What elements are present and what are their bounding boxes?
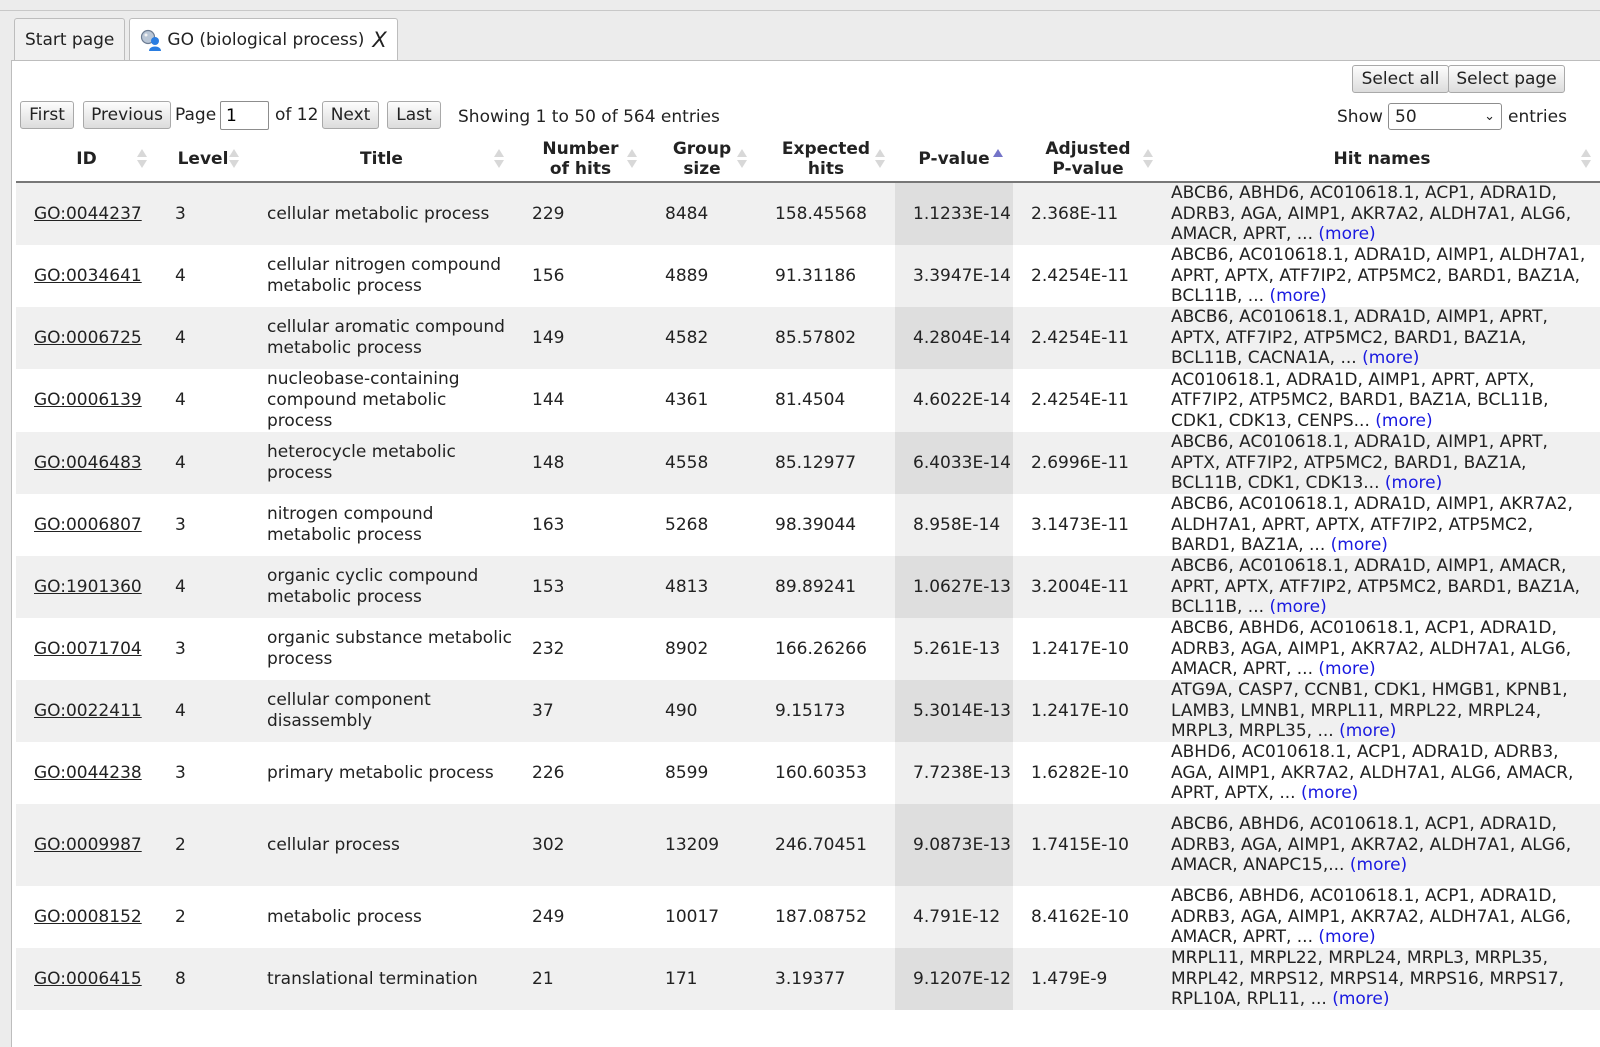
- table-row[interactable]: [16, 804, 1600, 886]
- header-label: Title: [360, 149, 403, 169]
- page-count-label: of 12: [275, 105, 319, 125]
- select-all-button[interactable]: Select all: [1352, 65, 1449, 93]
- id-cell: [16, 245, 157, 307]
- sort-ascending-icon: [993, 149, 1003, 171]
- title-cell: nucleobase-containing compound metabolic process: [249, 369, 514, 432]
- hit-names-text: ABCB6, ABHD6, AC010618.1, ACP1, ADRA1D, ADRB3, AGA, AIMP1, AKR7A2, ALDH7A1, ALG6, AMACR, APRT, ...: [1171, 618, 1572, 680]
- hit-names-cell: [1163, 307, 1600, 369]
- more-link[interactable]: (more): [1375, 410, 1433, 431]
- table-row[interactable]: [16, 369, 1600, 432]
- hit-names-text: ABCB6, ABHD6, AC010618.1, ACP1, ADRA1D, ADRB3, AGA, AIMP1, AKR7A2, ALDH7A1, ALG6, AMACR, ANAPC15,...: [1171, 814, 1572, 876]
- id-cell: [16, 369, 157, 432]
- more-link[interactable]: (more): [1339, 721, 1397, 742]
- table-row[interactable]: [16, 680, 1600, 742]
- id-cell: [16, 680, 157, 742]
- title-cell: translational termination: [249, 948, 514, 1010]
- more-link[interactable]: (more): [1318, 659, 1376, 680]
- group-size-cell: 4361: [647, 369, 757, 432]
- group-size-cell: 490: [647, 680, 757, 742]
- id-cell: [16, 948, 157, 1010]
- hit-names-text: ATG9A, CASP7, CCNB1, CDK1, HMGB1, KPNB1, LAMB3, LMNB1, MRPL11, MRPL22, MRPL24, MRPL3, MRPL35, ...: [1171, 680, 1568, 742]
- group-size-cell: 4582: [647, 307, 757, 369]
- title-cell: organic substance metabolic process: [249, 618, 514, 680]
- group-size-cell: 8599: [647, 742, 757, 804]
- p-value-cell: 1.1233E-14: [895, 182, 1013, 245]
- title-cell: cellular component disassembly: [249, 680, 514, 742]
- go-term-id-link[interactable]: GO:0008152: [34, 906, 142, 927]
- p-value-cell: 9.1207E-12: [895, 948, 1013, 1010]
- expected-hits-cell: 9.15173: [757, 680, 895, 742]
- id-cell: [16, 182, 157, 245]
- header-label-line2: of hits: [549, 159, 612, 179]
- group-size-cell: 4813: [647, 556, 757, 618]
- go-term-id-link[interactable]: GO:1901360: [34, 576, 142, 597]
- level-cell: 8: [157, 948, 249, 1010]
- header-label-line2: hits: [807, 159, 845, 179]
- more-link[interactable]: (more): [1269, 597, 1327, 618]
- column-header-hit-names[interactable]: [1163, 137, 1600, 182]
- p-value-cell: 1.0627E-13: [895, 556, 1013, 618]
- expected-hits-cell: 3.19377: [757, 948, 895, 1010]
- sort-icon: [1581, 149, 1591, 171]
- number-of-hits-cell: 21: [514, 948, 647, 1010]
- chevron-down-icon: ⌄: [1484, 109, 1495, 124]
- table-row[interactable]: [16, 886, 1600, 948]
- id-cell: [16, 432, 157, 494]
- hit-names-cell: [1163, 245, 1600, 307]
- hit-names-text: ABCB6, ABHD6, AC010618.1, ACP1, ADRA1D, ADRB3, AGA, AIMP1, AKR7A2, ALDH7A1, ALG6, AMACR, APRT, ...: [1171, 183, 1572, 245]
- number-of-hits-cell: 37: [514, 680, 647, 742]
- adjusted-p-value-cell: 2.4254E-11: [1013, 307, 1163, 369]
- p-value-cell: 4.6022E-14: [895, 369, 1013, 432]
- sort-icon: [494, 149, 504, 171]
- level-cell: 2: [157, 804, 249, 886]
- level-cell: 4: [157, 307, 249, 369]
- page-number-input[interactable]: [220, 101, 269, 130]
- expected-hits-cell: 81.4504: [757, 369, 895, 432]
- go-term-id-link[interactable]: GO:0044238: [34, 762, 142, 783]
- number-of-hits-cell: 163: [514, 494, 647, 556]
- show-label: Show: [1337, 107, 1383, 127]
- go-term-id-link[interactable]: GO:0006415: [34, 968, 142, 989]
- hit-names-cell: [1163, 182, 1600, 245]
- column-header-number-of-hits[interactable]: [514, 137, 647, 182]
- more-link[interactable]: (more): [1318, 927, 1376, 948]
- header-label: Level: [177, 149, 229, 169]
- expected-hits-cell: 98.39044: [757, 494, 895, 556]
- go-term-id-link[interactable]: GO:0034641: [34, 265, 142, 286]
- adjusted-p-value-cell: 1.6282E-10: [1013, 742, 1163, 804]
- adjusted-p-value-cell: 2.6996E-11: [1013, 432, 1163, 494]
- p-value-cell: 5.3014E-13: [895, 680, 1013, 742]
- header-label-line1: Expected: [781, 139, 871, 159]
- column-header-level[interactable]: [157, 137, 249, 182]
- level-cell: 3: [157, 494, 249, 556]
- go-term-id-link[interactable]: GO:0009987: [34, 834, 142, 855]
- previous-page-button[interactable]: Previous: [83, 101, 171, 129]
- p-value-cell: 3.3947E-14: [895, 245, 1013, 307]
- entries-info: Showing 1 to 50 of 564 entries: [458, 107, 720, 127]
- number-of-hits-cell: 229: [514, 182, 647, 245]
- entries-per-page-select[interactable]: [1388, 103, 1502, 130]
- last-page-button[interactable]: Last: [387, 101, 441, 129]
- expected-hits-cell: 85.12977: [757, 432, 895, 494]
- go-term-id-link[interactable]: GO:0006139: [34, 390, 142, 410]
- table-row[interactable]: [16, 182, 1600, 245]
- header-label: Hit names: [1333, 149, 1431, 169]
- frame-border: [0, 10, 1600, 11]
- id-cell: [16, 494, 157, 556]
- tab-label: Start page: [25, 29, 115, 50]
- title-cell: cellular nitrogen compound metabolic process: [249, 245, 514, 307]
- group-size-cell: 8902: [647, 618, 757, 680]
- group-size-cell: 5268: [647, 494, 757, 556]
- sort-icon: [627, 149, 637, 171]
- level-cell: 3: [157, 618, 249, 680]
- sort-icon: [737, 149, 747, 171]
- adjusted-p-value-cell: 1.2417E-10: [1013, 618, 1163, 680]
- go-term-id-link[interactable]: GO:0071704: [34, 638, 142, 659]
- adjusted-p-value-cell: 1.2417E-10: [1013, 680, 1163, 742]
- hit-names-text: ABCB6, AC010618.1, ADRA1D, AIMP1, APRT, APTX, ATF7IP2, ATP5MC2, BARD1, BAZ1A, BCL11B, CACNA1A, ...: [1171, 307, 1548, 369]
- p-value-cell: 9.0873E-13: [895, 804, 1013, 886]
- go-term-id-link[interactable]: GO:0022411: [34, 700, 142, 721]
- header-label: P-value: [918, 149, 990, 169]
- results-panel: [11, 60, 1600, 1047]
- table-body: [16, 182, 1600, 1010]
- expected-hits-cell: 158.45568: [757, 182, 895, 245]
- hit-names-cell: [1163, 680, 1600, 742]
- level-cell: 2: [157, 886, 249, 948]
- go-term-id-link[interactable]: GO:0006725: [34, 327, 142, 348]
- table-row[interactable]: [16, 618, 1600, 680]
- adjusted-p-value-cell: 8.4162E-10: [1013, 886, 1163, 948]
- group-size-cell: 8484: [647, 182, 757, 245]
- id-cell: [16, 804, 157, 886]
- hit-names-cell: [1163, 948, 1600, 1010]
- header-label-line2: P-value: [1052, 159, 1124, 179]
- group-size-cell: 10017: [647, 886, 757, 948]
- number-of-hits-cell: 153: [514, 556, 647, 618]
- number-of-hits-cell: 302: [514, 804, 647, 886]
- id-cell: [16, 618, 157, 680]
- level-cell: 4: [157, 432, 249, 494]
- table-row[interactable]: [16, 307, 1600, 369]
- adjusted-p-value-cell: 3.2004E-11: [1013, 556, 1163, 618]
- expected-hits-cell: 160.60353: [757, 742, 895, 804]
- title-cell: organic cyclic compound metabolic process: [249, 556, 514, 618]
- go-results-table: [16, 137, 1600, 1010]
- column-header-title[interactable]: [249, 137, 514, 182]
- p-value-cell: 5.261E-13: [895, 618, 1013, 680]
- title-cell: cellular metabolic process: [249, 182, 514, 245]
- group-size-cell: 4889: [647, 245, 757, 307]
- close-icon[interactable]: X: [372, 28, 387, 52]
- expected-hits-cell: 187.08752: [757, 886, 895, 948]
- table-row[interactable]: [16, 494, 1600, 556]
- hit-names-cell: [1163, 618, 1600, 680]
- adjusted-p-value-cell: 2.368E-11: [1013, 182, 1163, 245]
- number-of-hits-cell: 148: [514, 432, 647, 494]
- column-header-p-value[interactable]: [895, 137, 1013, 182]
- hit-names-cell: [1163, 742, 1600, 804]
- more-link[interactable]: (more): [1362, 348, 1420, 369]
- hit-names-cell: [1163, 886, 1600, 948]
- tab-start-page[interactable]: [14, 18, 125, 60]
- level-cell: 4: [157, 369, 249, 432]
- column-header-group-size[interactable]: [647, 137, 757, 182]
- select-page-button[interactable]: Select page: [1448, 65, 1565, 93]
- go-term-id-link[interactable]: GO:0044237: [34, 203, 142, 224]
- number-of-hits-cell: 232: [514, 618, 647, 680]
- title-cell: cellular process: [249, 804, 514, 886]
- expected-hits-cell: 246.70451: [757, 804, 895, 886]
- header-row: [16, 137, 1600, 182]
- table-row[interactable]: [16, 432, 1600, 494]
- hit-names-text: AC010618.1, ADRA1D, AIMP1, APRT, APTX, ATF7IP2, ATP5MC2, BARD1, BAZ1A, BCL11B, CDK1, CDK13, CENPS...: [1171, 369, 1549, 431]
- p-value-cell: 7.7238E-13: [895, 742, 1013, 804]
- hit-names-cell: [1163, 369, 1600, 432]
- p-value-cell: 6.4033E-14: [895, 432, 1013, 494]
- more-link[interactable]: (more): [1349, 855, 1408, 876]
- more-link[interactable]: (more): [1332, 989, 1390, 1010]
- expected-hits-cell: 166.26266: [757, 618, 895, 680]
- next-page-button[interactable]: Next: [322, 101, 379, 129]
- hit-names-text: ABCB6, AC010618.1, ADRA1D, AIMP1, APRT, APTX, ATF7IP2, ATP5MC2, BARD1, BAZ1A, BCL11B, CDK1, CDK13...: [1171, 432, 1548, 494]
- go-analysis-icon: [140, 29, 162, 51]
- table-row[interactable]: [16, 245, 1600, 307]
- sort-icon: [875, 149, 885, 171]
- selected-value: 50: [1395, 106, 1417, 127]
- tab-go-biological-process[interactable]: [129, 18, 397, 61]
- header-label-line1: Group: [672, 139, 732, 159]
- level-cell: 4: [157, 245, 249, 307]
- hit-names-text: ABCB6, AC010618.1, ADRA1D, AIMP1, AMACR, APRT, APTX, ATF7IP2, ATP5MC2, BARD1, BAZ1A, BCL11B, ...: [1171, 556, 1581, 618]
- go-term-id-link[interactable]: GO:0046483: [34, 452, 142, 473]
- id-cell: [16, 307, 157, 369]
- adjusted-p-value-cell: 2.4254E-11: [1013, 245, 1163, 307]
- header-label: ID: [76, 149, 97, 169]
- adjusted-p-value-cell: 1.7415E-10: [1013, 804, 1163, 886]
- hit-names-text: ABCB6, AC010618.1, ADRA1D, AIMP1, AKR7A2, ALDH7A1, APRT, APTX, ATF7IP2, ATP5MC2, BARD1, BAZ1A, ...: [1171, 494, 1573, 556]
- level-cell: 4: [157, 556, 249, 618]
- column-header-id[interactable]: [16, 137, 157, 182]
- level-cell: 3: [157, 182, 249, 245]
- hit-names-text: ABCB6, AC010618.1, ADRA1D, AIMP1, ALDH7A1, APRT, APTX, ATF7IP2, ATP5MC2, BARD1, BAZ1A, BCL11B, ...: [1171, 245, 1586, 307]
- title-cell: metabolic process: [249, 886, 514, 948]
- table-row[interactable]: [16, 556, 1600, 618]
- hit-names-cell: [1163, 804, 1600, 886]
- title-cell: heterocycle metabolic process: [249, 432, 514, 494]
- tab-label: GO (biological process): [167, 30, 365, 50]
- more-link[interactable]: (more): [1384, 473, 1443, 494]
- group-size-cell: 13209: [647, 804, 757, 886]
- hit-names-cell: [1163, 556, 1600, 618]
- more-link[interactable]: (more): [1318, 224, 1376, 245]
- level-cell: 4: [157, 680, 249, 742]
- hit-names-cell: [1163, 432, 1600, 494]
- more-link[interactable]: (more): [1300, 783, 1359, 804]
- group-size-cell: 171: [647, 948, 757, 1010]
- id-cell: [16, 886, 157, 948]
- p-value-cell: 4.2804E-14: [895, 307, 1013, 369]
- sort-icon: [229, 149, 239, 171]
- adjusted-p-value-cell: 2.4254E-11: [1013, 369, 1163, 432]
- header-label-line1: Number: [542, 139, 619, 159]
- id-cell: [16, 556, 157, 618]
- hit-names-text: ABCB6, ABHD6, AC010618.1, ACP1, ADRA1D, ADRB3, AGA, AIMP1, AKR7A2, ALDH7A1, ALG6, AMACR, APRT, ...: [1171, 886, 1572, 948]
- header-label-line1: Adjusted: [1045, 139, 1131, 159]
- expected-hits-cell: 89.89241: [757, 556, 895, 618]
- number-of-hits-cell: 144: [514, 369, 647, 432]
- page-label: Page: [175, 105, 217, 125]
- title-cell: cellular aromatic compound metabolic process: [249, 307, 514, 369]
- hit-names-text: MRPL11, MRPL22, MRPL24, MRPL3, MRPL35, MRPL42, MRPS12, MRPS14, MRPS16, MRPS17, RPL10A, RPL11, ...: [1171, 948, 1565, 1010]
- group-size-cell: 4558: [647, 432, 757, 494]
- hit-names-text: ABHD6, AC010618.1, ACP1, ADRA1D, ADRB3, AGA, AIMP1, AKR7A2, ALDH7A1, ALG6, AMACR, APRT, APTX, ...: [1171, 742, 1574, 804]
- column-header-adjusted-p-value[interactable]: [1013, 137, 1163, 182]
- sort-icon: [137, 149, 147, 171]
- sort-icon: [1143, 149, 1153, 171]
- number-of-hits-cell: 156: [514, 245, 647, 307]
- p-value-cell: 4.791E-12: [895, 886, 1013, 948]
- number-of-hits-cell: 249: [514, 886, 647, 948]
- first-page-button[interactable]: First: [20, 101, 74, 129]
- number-of-hits-cell: 149: [514, 307, 647, 369]
- hit-names-cell: [1163, 494, 1600, 556]
- adjusted-p-value-cell: 1.479E-9: [1013, 948, 1163, 1010]
- level-cell: 3: [157, 742, 249, 804]
- expected-hits-cell: 85.57802: [757, 307, 895, 369]
- expected-hits-cell: 91.31186: [757, 245, 895, 307]
- go-term-id-link[interactable]: GO:0006807: [34, 514, 142, 535]
- number-of-hits-cell: 226: [514, 742, 647, 804]
- tab-strip: [14, 18, 402, 60]
- more-link[interactable]: (more): [1269, 286, 1327, 307]
- entries-label: entries: [1508, 107, 1567, 127]
- header-label-line2: size: [683, 159, 721, 179]
- p-value-cell: 8.958E-14: [895, 494, 1013, 556]
- more-link[interactable]: (more): [1330, 535, 1388, 556]
- adjusted-p-value-cell: 3.1473E-11: [1013, 494, 1163, 556]
- column-header-expected-hits[interactable]: [757, 137, 895, 182]
- title-cell: nitrogen compound metabolic process: [249, 494, 514, 556]
- table-row[interactable]: [16, 742, 1600, 804]
- table-row[interactable]: [16, 948, 1600, 1010]
- id-cell: [16, 742, 157, 804]
- title-cell: primary metabolic process: [249, 742, 514, 804]
